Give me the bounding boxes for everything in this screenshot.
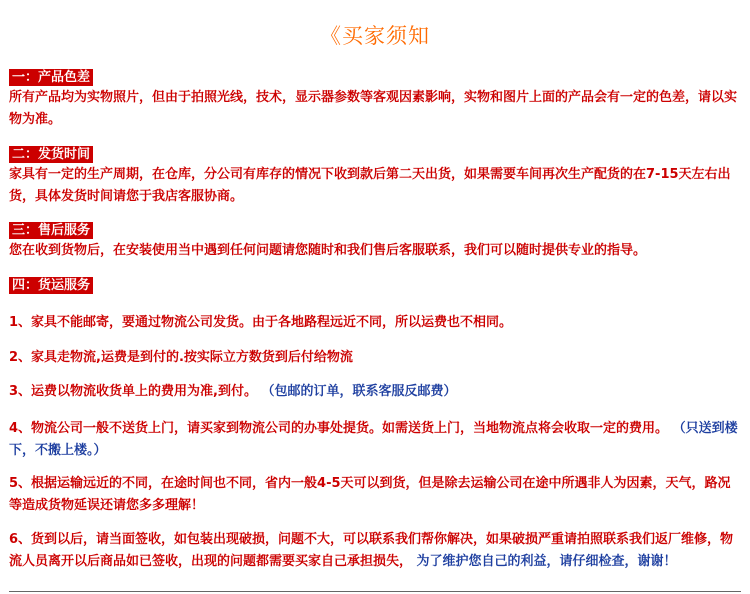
freight-item-5: 5、根据运输远近的不同，在途时间也不同，省内一般4-5天可以到货，但是除去运输公司在途中所遇非人为因素，天气，路况等造成货物延误还请您多多理解！ xyxy=(9,476,731,513)
section-header-color-difference: 一：产品色差 xyxy=(9,69,93,86)
section-text-shipping-time: 家具有一定的生产周期，在仓库，分公司有库存的情况下收到款后第二天出货，如果需要车间再次生产配货的在7-15天左右出货，具体发货时间请您于我店客服协商。 xyxy=(9,167,731,204)
section-header-shipping-time: 二：发货时间 xyxy=(9,146,93,163)
section-text-color-difference: 所有产品均为实物照片，但由于拍照光线，技术，显示器参数等客观因素影响，实物和图片上面的产品会有一定的色差，请以实物为准。 xyxy=(9,90,738,127)
freight-item-6-text: 6、货到以后，请当面签收，如包装出现破损，问题不大，可以联系我们帮你解决，如果破损严重请拍照联系我们返厂维修，物流人员离开以后商品如已签收，出现的问题都需要买家自己承担损失， xyxy=(9,532,734,569)
freight-item-2: 2、家具走物流,运费是到付的.按实际立方数货到后付给物流 xyxy=(9,350,353,365)
section-header-after-sales: 三：售后服务 xyxy=(9,222,93,239)
freight-item-1: 1、家具不能邮寄，要通过物流公司发货。由于各地路程远近不同，所以运费也不相同。 xyxy=(9,315,513,330)
freight-item-4 xyxy=(9,418,741,462)
section-header-freight: 四：货运服务 xyxy=(9,277,93,294)
freight-item-4-text: 4、物流公司一般不送货上门，请买家到物流公司的办事处提货。如需送货上门，当地物流点将会收取一定的费用。 xyxy=(9,421,669,436)
bottom-divider xyxy=(9,591,741,592)
freight-item-6-note: 为了维护您自己的利益，请仔细检查，谢谢！ xyxy=(416,554,677,569)
section-text-after-sales: 您在收到货物后，在安装使用当中遇到任何问题请您随时和我们售后客服联系，我们可以随时提供专业的指导。 xyxy=(9,243,647,258)
freight-item-3 xyxy=(9,381,741,403)
freight-item-3-text: 3、运费以物流收货单上的费用为准,到付。 xyxy=(9,384,257,399)
page-title: 《买家须知 xyxy=(320,24,430,48)
freight-item-6 xyxy=(9,529,741,573)
freight-item-3-note: （包邮的订单，联系客服反邮费） xyxy=(261,384,457,399)
freight-item-4-note: （只送到楼下，不搬上楼。） xyxy=(9,421,738,458)
